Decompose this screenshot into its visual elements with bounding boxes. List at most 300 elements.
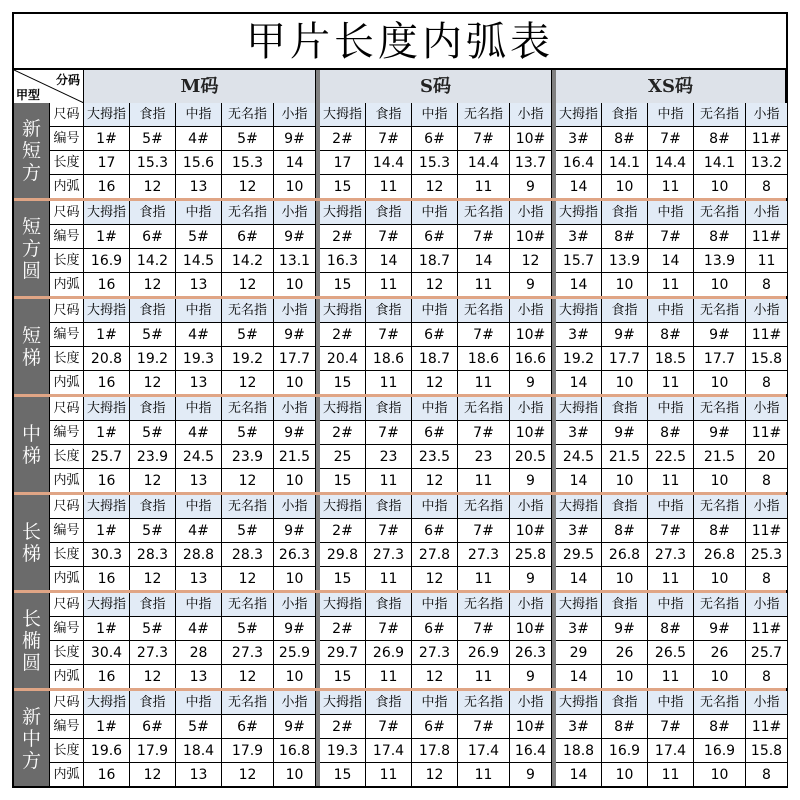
table-cell: 8#: [694, 715, 746, 739]
finger-header: 食指: [366, 691, 412, 715]
table-cell: 17.7: [602, 347, 648, 371]
table-cell: 14: [366, 249, 412, 273]
table-cell: 28.3: [130, 543, 176, 567]
finger-header: 小指: [746, 691, 788, 715]
table-cell: 7#: [366, 127, 412, 151]
finger-header: 小指: [510, 691, 552, 715]
table-cell: 7#: [648, 519, 694, 543]
nail-type-text: 新短方: [21, 117, 41, 184]
table-cell: 8#: [602, 715, 648, 739]
finger-header: 中指: [412, 397, 458, 421]
finger-header: 小指: [510, 495, 552, 519]
table-cell: 13.2: [746, 151, 788, 175]
table-cell: 26.5: [648, 641, 694, 665]
table-cell: 10: [274, 567, 316, 591]
finger-header: 无名指: [458, 201, 510, 225]
table-cell: 7#: [366, 421, 412, 445]
table-cell: 12: [412, 665, 458, 689]
table-cell: 10: [694, 273, 746, 297]
finger-header: 食指: [366, 103, 412, 127]
table-cell: 29.5: [556, 543, 602, 567]
row-label: 编号: [50, 323, 84, 347]
table-cell: 19.3: [320, 739, 366, 763]
table-cell: 9#: [274, 127, 316, 151]
finger-header: 小指: [510, 201, 552, 225]
nail-type-label: [14, 397, 50, 492]
table-cell: 7#: [366, 715, 412, 739]
finger-header: 中指: [648, 691, 694, 715]
table-cell: 6#: [412, 715, 458, 739]
table-cell: 15.3: [412, 151, 458, 175]
table-cell: 16: [84, 371, 130, 395]
table-cell: 14: [458, 249, 510, 273]
finger-header: 中指: [176, 397, 222, 421]
nail-type-label: [14, 495, 50, 590]
table-cell: 6#: [222, 715, 274, 739]
table-cell: 28: [176, 641, 222, 665]
finger-header: 无名指: [694, 593, 746, 617]
table-cell: 15.3: [130, 151, 176, 175]
table-cell: 11: [458, 567, 510, 591]
table-cell: 10: [274, 469, 316, 493]
row-label: 尺码: [50, 299, 84, 323]
row-label: 内弧: [50, 763, 84, 787]
table-cell: 3#: [556, 323, 602, 347]
table-cell: 10#: [510, 127, 552, 151]
finger-header: 大拇指: [556, 691, 602, 715]
finger-header: 中指: [412, 299, 458, 323]
table-cell: 10: [602, 371, 648, 395]
table-cell: 18.5: [648, 347, 694, 371]
finger-header: 食指: [130, 299, 176, 323]
table-cell: 10#: [510, 225, 552, 249]
corner-type-label: 甲型: [16, 88, 41, 102]
table-cell: 14: [556, 763, 602, 787]
finger-header: 食指: [130, 103, 176, 127]
table-cell: 17.9: [222, 739, 274, 763]
finger-header: 无名指: [694, 397, 746, 421]
table-cell: 23.5: [412, 445, 458, 469]
table-cell: 1#: [84, 421, 130, 445]
table-cell: 9#: [274, 225, 316, 249]
table-cell: 9: [510, 273, 552, 297]
table-cell: 12: [412, 469, 458, 493]
table-cell: 16.9: [602, 739, 648, 763]
finger-header: 大拇指: [556, 201, 602, 225]
table-cell: 26: [602, 641, 648, 665]
finger-header: 无名指: [694, 201, 746, 225]
finger-header: 大拇指: [84, 495, 130, 519]
finger-header: 食指: [602, 495, 648, 519]
table-cell: 6#: [222, 225, 274, 249]
table-cell: 21.5: [694, 445, 746, 469]
table-cell: 11: [366, 567, 412, 591]
table-cell: 19.2: [556, 347, 602, 371]
table-cell: 9#: [602, 421, 648, 445]
size-header: XS码: [556, 70, 786, 103]
table-cell: 12: [222, 665, 274, 689]
table-cell: 12: [412, 273, 458, 297]
finger-header: 无名指: [222, 495, 274, 519]
finger-header: 无名指: [694, 495, 746, 519]
table-cell: 30.3: [84, 543, 130, 567]
table-cell: 12: [130, 175, 176, 199]
finger-header: 无名指: [222, 103, 274, 127]
row-label: 内弧: [50, 273, 84, 297]
finger-header: 无名指: [222, 299, 274, 323]
table-cell: 11#: [746, 127, 788, 151]
table-cell: 13: [176, 763, 222, 787]
finger-header: 中指: [648, 397, 694, 421]
nail-type-text: 新中方: [21, 705, 41, 772]
finger-header: 小指: [510, 103, 552, 127]
table-cell: 26.3: [274, 543, 316, 567]
finger-header: 无名指: [458, 495, 510, 519]
table-cell: 15: [320, 763, 366, 787]
row-label: 长度: [50, 347, 84, 371]
table-cell: 23.9: [130, 445, 176, 469]
table-cell: 6#: [412, 421, 458, 445]
finger-header: 无名指: [694, 103, 746, 127]
row-label: 编号: [50, 715, 84, 739]
nail-type-text: 长梯: [21, 520, 41, 565]
table-cell: 12: [130, 665, 176, 689]
table-cell: 12: [412, 175, 458, 199]
table-cell: 29.8: [320, 543, 366, 567]
table-cell: 14: [556, 567, 602, 591]
finger-header: 食指: [130, 691, 176, 715]
table-cell: 14.1: [602, 151, 648, 175]
finger-header: 食指: [366, 397, 412, 421]
table-cell: 6#: [130, 715, 176, 739]
table-cell: 7#: [366, 323, 412, 347]
table-cell: 7#: [458, 225, 510, 249]
table-cell: 7#: [458, 617, 510, 641]
table-cell: 10: [602, 665, 648, 689]
table-cell: 11#: [746, 617, 788, 641]
nail-length-table: [12, 12, 788, 788]
table-cell: 16.4: [556, 151, 602, 175]
table-cell: 20.4: [320, 347, 366, 371]
table-cell: 17: [84, 151, 130, 175]
table-cell: 7#: [458, 715, 510, 739]
table-cell: 12: [222, 567, 274, 591]
table-cell: 23: [458, 445, 510, 469]
table-cell: 10: [602, 763, 648, 787]
table-cell: 7#: [648, 127, 694, 151]
table-cell: 17: [320, 151, 366, 175]
table-cell: 5#: [222, 421, 274, 445]
table-cell: 21.5: [602, 445, 648, 469]
table-cell: 6#: [412, 127, 458, 151]
table-cell: 17.4: [366, 739, 412, 763]
table-cell: 17.7: [694, 347, 746, 371]
table-cell: 2#: [320, 715, 366, 739]
table-cell: 27.8: [412, 543, 458, 567]
table-cell: 16.8: [274, 739, 316, 763]
finger-header: 食指: [366, 593, 412, 617]
table-cell: 25.8: [510, 543, 552, 567]
finger-header: 小指: [746, 397, 788, 421]
finger-header: 大拇指: [84, 299, 130, 323]
table-cell: 16.9: [694, 739, 746, 763]
table-cell: 20: [746, 445, 788, 469]
table-cell: 12: [130, 567, 176, 591]
finger-header: 中指: [648, 103, 694, 127]
table-cell: 9#: [694, 617, 746, 641]
table-cell: 28.8: [176, 543, 222, 567]
table-cell: 15: [320, 371, 366, 395]
table-cell: 16.9: [84, 249, 130, 273]
table-cell: 3#: [556, 127, 602, 151]
finger-header: 无名指: [458, 593, 510, 617]
row-label: 编号: [50, 225, 84, 249]
table-cell: 15: [320, 469, 366, 493]
table-cell: 6#: [412, 225, 458, 249]
table-cell: 6#: [130, 225, 176, 249]
table-cell: 5#: [130, 421, 176, 445]
table-cell: 8#: [648, 617, 694, 641]
table-cell: 4#: [176, 323, 222, 347]
table-cell: 11: [458, 273, 510, 297]
finger-header: 大拇指: [84, 201, 130, 225]
table-cell: 25.7: [746, 641, 788, 665]
table-cell: 10: [694, 763, 746, 787]
table-cell: 27.3: [130, 641, 176, 665]
table-cell: 8#: [694, 127, 746, 151]
table-cell: 10#: [510, 617, 552, 641]
table-cell: 7#: [366, 617, 412, 641]
table-cell: 10: [694, 469, 746, 493]
finger-header: 小指: [510, 397, 552, 421]
finger-header: 小指: [274, 593, 316, 617]
finger-header: 中指: [648, 593, 694, 617]
finger-header: 小指: [746, 103, 788, 127]
table-cell: 5#: [222, 127, 274, 151]
finger-header: 中指: [176, 593, 222, 617]
table-cell: 9#: [274, 617, 316, 641]
finger-header: 大拇指: [320, 593, 366, 617]
table-cell: 7#: [458, 421, 510, 445]
table-cell: 9: [510, 763, 552, 787]
finger-header: 食指: [602, 299, 648, 323]
row-label: 长度: [50, 445, 84, 469]
nail-type-label: [14, 593, 50, 688]
table-cell: 10: [694, 371, 746, 395]
table-cell: 17.4: [648, 739, 694, 763]
finger-header: 无名指: [222, 397, 274, 421]
table-cell: 16.3: [320, 249, 366, 273]
table-cell: 12: [222, 273, 274, 297]
table-cell: 20.8: [84, 347, 130, 371]
finger-header: 大拇指: [320, 495, 366, 519]
finger-header: 大拇指: [320, 691, 366, 715]
table-cell: 8#: [602, 127, 648, 151]
row-label: 编号: [50, 519, 84, 543]
table-cell: 14: [556, 371, 602, 395]
table-cell: 11#: [746, 519, 788, 543]
table-cell: 11: [366, 469, 412, 493]
table-cell: 8: [746, 665, 788, 689]
table-cell: 11: [366, 371, 412, 395]
finger-header: 食指: [130, 593, 176, 617]
table-cell: 13: [176, 665, 222, 689]
table-cell: 8: [746, 469, 788, 493]
table-cell: 19.6: [84, 739, 130, 763]
row-label: 尺码: [50, 495, 84, 519]
row-label: 尺码: [50, 201, 84, 225]
table-cell: 10: [274, 273, 316, 297]
table-cell: 2#: [320, 323, 366, 347]
table-cell: 10#: [510, 519, 552, 543]
table-cell: 11: [458, 371, 510, 395]
finger-header: 中指: [648, 299, 694, 323]
table-cell: 12: [412, 567, 458, 591]
table-cell: 10: [694, 175, 746, 199]
row-label: 长度: [50, 641, 84, 665]
row-label: 长度: [50, 249, 84, 273]
table-cell: 12: [130, 273, 176, 297]
table-cell: 19.2: [222, 347, 274, 371]
finger-header: 小指: [746, 495, 788, 519]
row-label: 长度: [50, 739, 84, 763]
finger-header: 小指: [746, 201, 788, 225]
table-cell: 10#: [510, 421, 552, 445]
table-cell: 14: [556, 665, 602, 689]
finger-header: 小指: [274, 103, 316, 127]
table-cell: 1#: [84, 617, 130, 641]
table-cell: 12: [130, 469, 176, 493]
table-cell: 9#: [274, 421, 316, 445]
table-cell: 8: [746, 273, 788, 297]
table-cell: 10#: [510, 323, 552, 347]
table-cell: 7#: [648, 225, 694, 249]
table-cell: 1#: [84, 225, 130, 249]
finger-header: 大拇指: [320, 397, 366, 421]
table-cell: 3#: [556, 617, 602, 641]
finger-header: 大拇指: [320, 201, 366, 225]
table-cell: 11: [366, 175, 412, 199]
finger-header: 中指: [412, 593, 458, 617]
table-cell: 13: [176, 371, 222, 395]
table-cell: 10: [602, 175, 648, 199]
row-label: 内弧: [50, 567, 84, 591]
table-cell: 7#: [648, 715, 694, 739]
table-cell: 19.2: [130, 347, 176, 371]
table-cell: 11: [648, 665, 694, 689]
table-cell: 26.8: [694, 543, 746, 567]
table-cell: 13: [176, 175, 222, 199]
table-cell: 3#: [556, 225, 602, 249]
finger-header: 中指: [648, 201, 694, 225]
nail-type-label: [14, 691, 50, 786]
table-cell: 12: [130, 763, 176, 787]
table-cell: 8: [746, 567, 788, 591]
table-cell: 15: [320, 273, 366, 297]
table-cell: 13: [176, 469, 222, 493]
finger-header: 小指: [274, 299, 316, 323]
finger-header: 大拇指: [556, 299, 602, 323]
table-cell: 7#: [458, 519, 510, 543]
table-cell: 26.9: [366, 641, 412, 665]
table-cell: 2#: [320, 421, 366, 445]
table-cell: 9: [510, 665, 552, 689]
finger-header: 无名指: [458, 691, 510, 715]
table-cell: 10: [602, 469, 648, 493]
finger-header: 小指: [746, 593, 788, 617]
finger-header: 大拇指: [556, 495, 602, 519]
table-cell: 12: [412, 763, 458, 787]
finger-header: 无名指: [222, 201, 274, 225]
finger-header: 中指: [176, 691, 222, 715]
finger-header: 大拇指: [320, 103, 366, 127]
table-cell: 5#: [130, 127, 176, 151]
finger-header: 大拇指: [556, 103, 602, 127]
table-cell: 16.4: [510, 739, 552, 763]
finger-header: 无名指: [222, 593, 274, 617]
table-cell: 2#: [320, 617, 366, 641]
table-cell: 13.1: [274, 249, 316, 273]
table-cell: 16: [84, 273, 130, 297]
table-cell: 26.3: [510, 641, 552, 665]
table-cell: 7#: [366, 225, 412, 249]
table-cell: 25.7: [84, 445, 130, 469]
finger-header: 食指: [602, 593, 648, 617]
table-cell: 12: [130, 371, 176, 395]
row-label: 内弧: [50, 665, 84, 689]
table-cell: 18.6: [458, 347, 510, 371]
table-cell: 18.8: [556, 739, 602, 763]
table-cell: 9#: [274, 715, 316, 739]
table-cell: 14.2: [130, 249, 176, 273]
table-cell: 9: [510, 175, 552, 199]
finger-header: 中指: [412, 201, 458, 225]
table-cell: 27.3: [366, 543, 412, 567]
table-cell: 2#: [320, 519, 366, 543]
table-cell: 17.8: [412, 739, 458, 763]
table-cell: 26.9: [458, 641, 510, 665]
table-cell: 26.8: [602, 543, 648, 567]
finger-header: 小指: [746, 299, 788, 323]
finger-header: 中指: [176, 495, 222, 519]
row-label: 编号: [50, 617, 84, 641]
finger-header: 中指: [412, 691, 458, 715]
finger-header: 食指: [602, 201, 648, 225]
finger-header: 大拇指: [556, 397, 602, 421]
table-cell: 5#: [222, 519, 274, 543]
page-title: 甲片长度内弧表: [14, 14, 786, 70]
table-cell: 12: [222, 175, 274, 199]
table-cell: 10: [274, 175, 316, 199]
table-cell: 15: [320, 665, 366, 689]
table-cell: 27.3: [458, 543, 510, 567]
finger-header: 小指: [510, 299, 552, 323]
table-cell: 9#: [694, 421, 746, 445]
size-header: M码: [84, 70, 316, 103]
table-cell: 4#: [176, 617, 222, 641]
table-cell: 13.9: [602, 249, 648, 273]
table-cell: 16: [84, 175, 130, 199]
table-cell: 15.6: [176, 151, 222, 175]
table-cell: 9#: [602, 323, 648, 347]
table-cell: 12: [510, 249, 552, 273]
table-cell: 15.8: [746, 347, 788, 371]
table-cell: 20.5: [510, 445, 552, 469]
table-cell: 23: [366, 445, 412, 469]
table-cell: 11: [648, 175, 694, 199]
table-cell: 5#: [130, 519, 176, 543]
finger-header: 无名指: [458, 103, 510, 127]
